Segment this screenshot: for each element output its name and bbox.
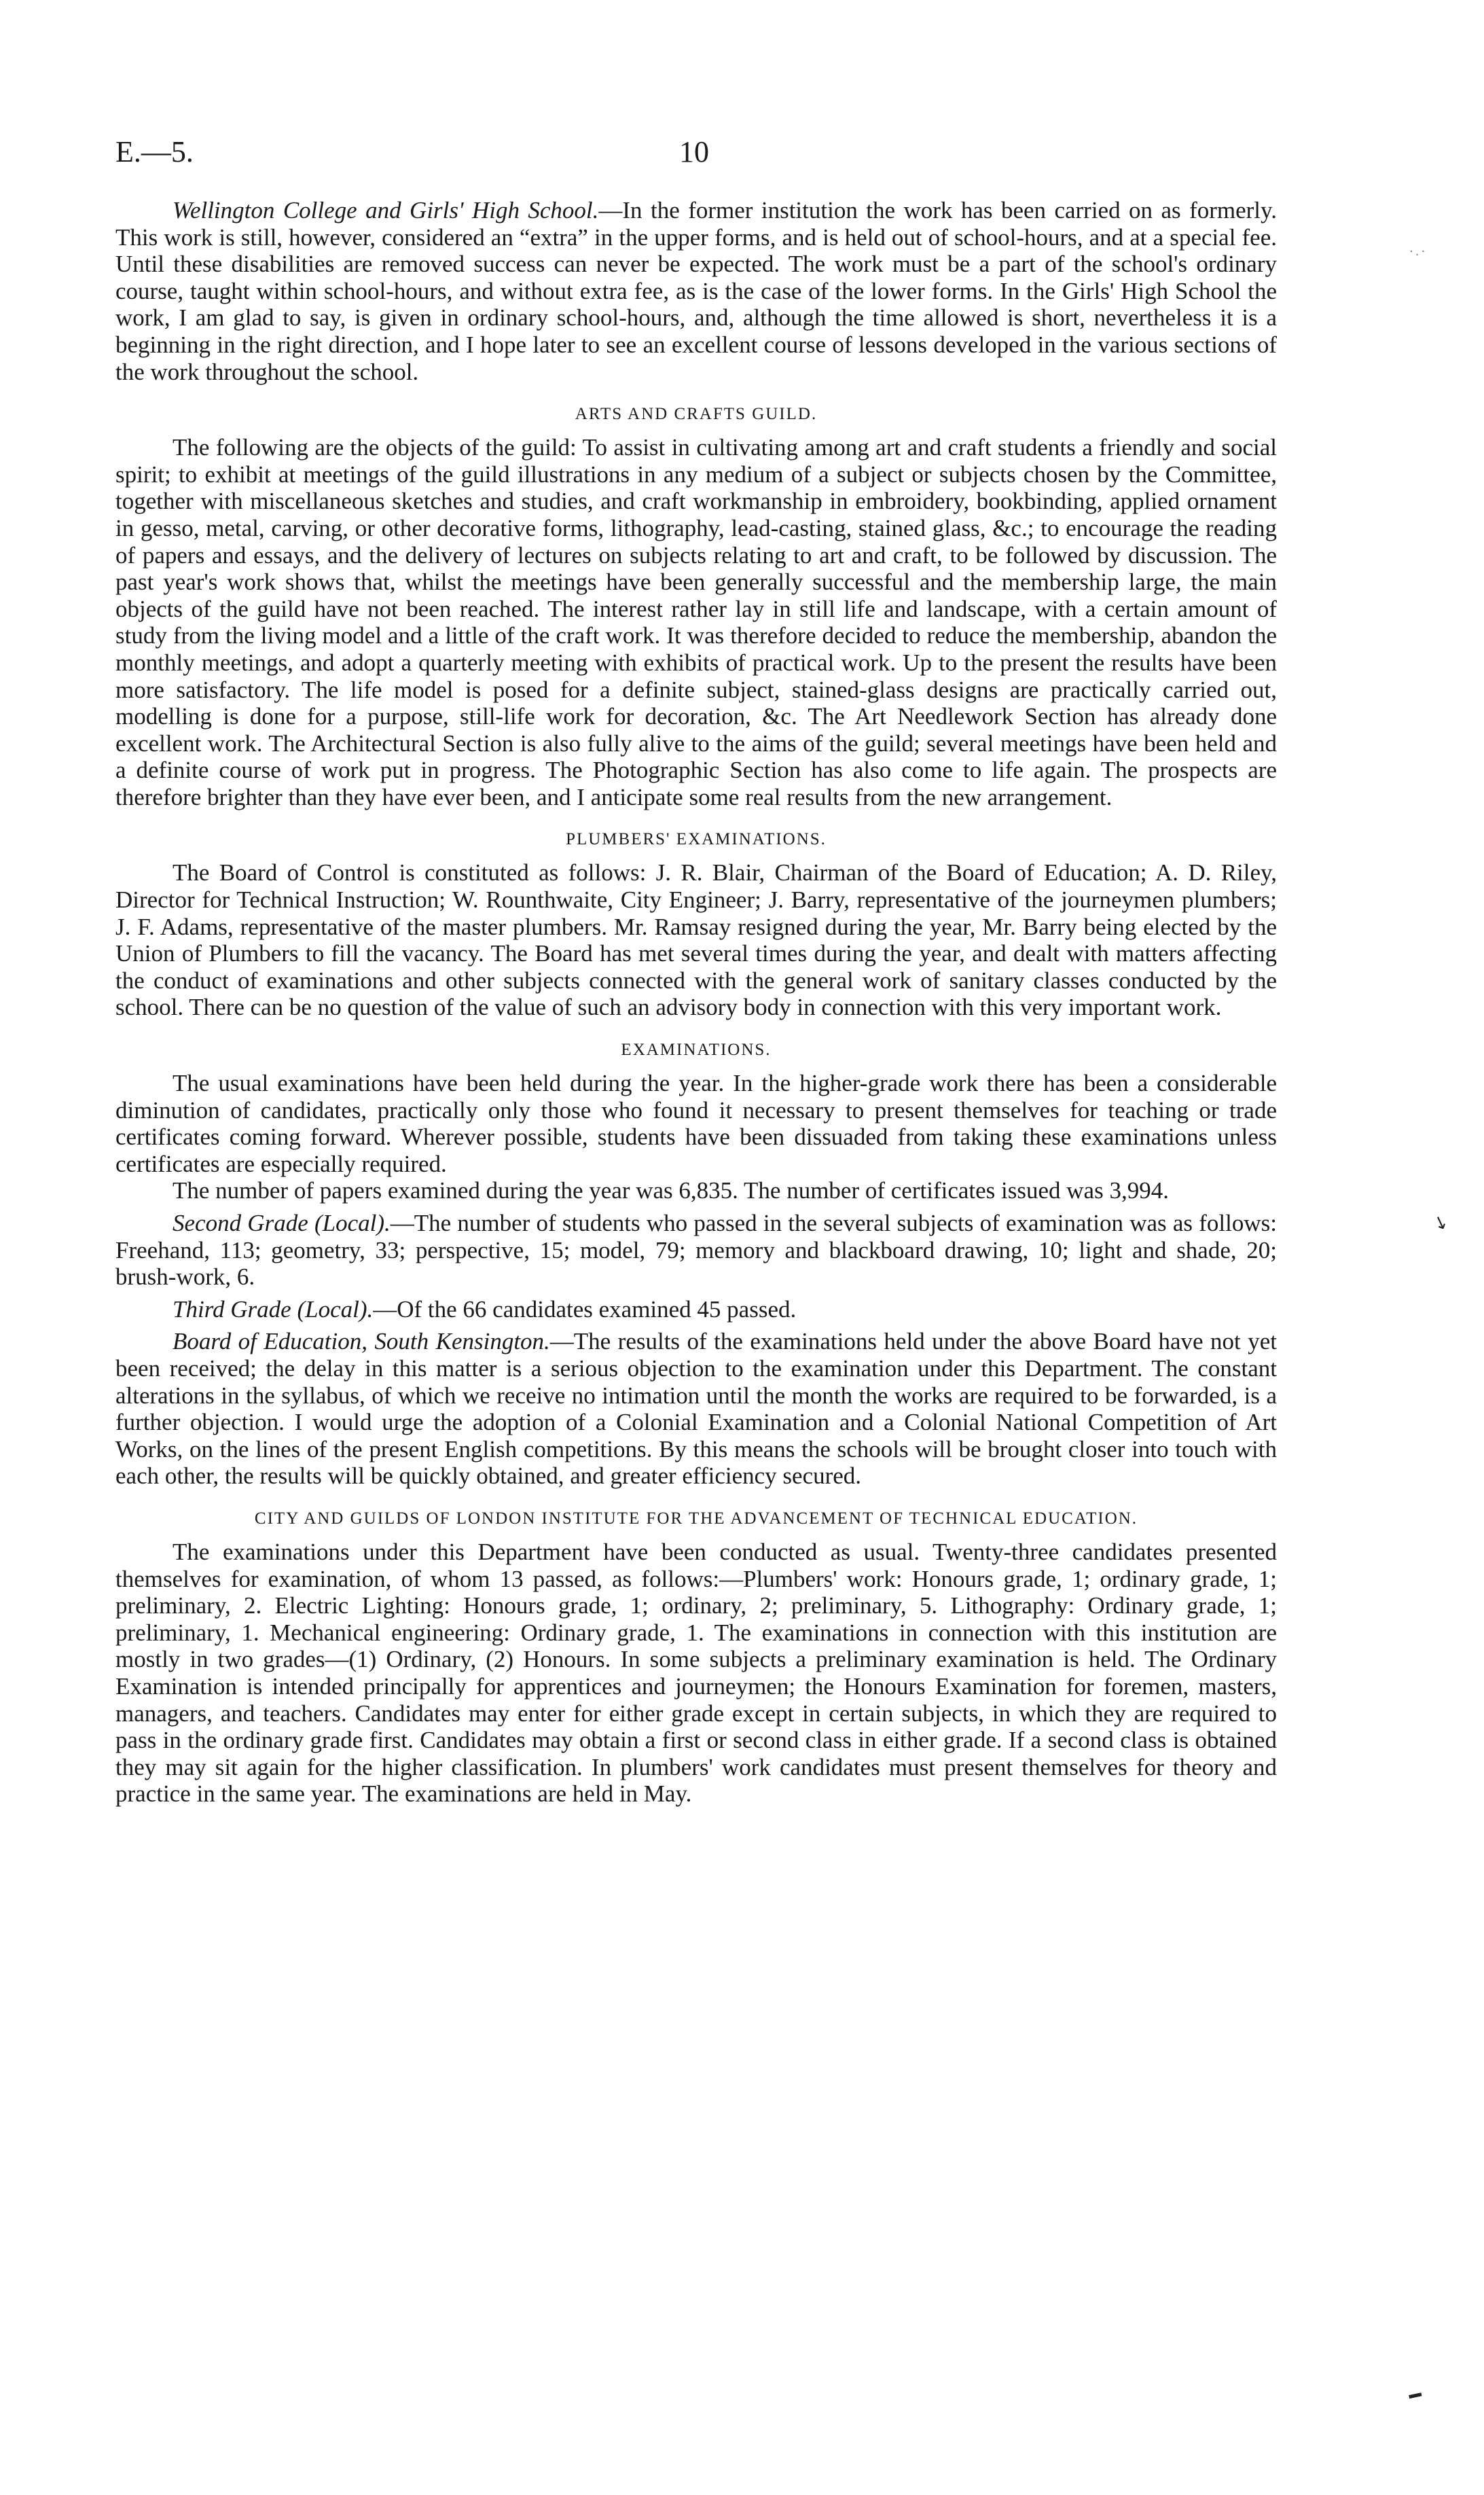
board-of-education-paragraph — [115, 1328, 1277, 1490]
document-reference: E.—5. — [115, 135, 194, 168]
city-guilds-heading: CITY AND GUILDS OF LONDON INSTITUTE FOR THE ADVANCEMENT OF TECHNICAL EDUCATION. — [254, 1509, 1138, 1528]
plumbers-heading: PLUMBERS' EXAMINATIONS. — [566, 830, 827, 849]
board-of-education-text: —The results of the examinations held under the above Board have not yet been received; the delay in this matter is a serious objection to the examination under this Department. The constant alterations in the syllabus, of which we receive no intimation until the month the works are required to be forwarded, is a further objection. I would urge the adoption of a Colonial Examination and a Colonial National Competition of Art Works, on the lines of the present English competitions. By this means the schools will be brought closer into touch with each other, the results will be quickly obtained, and greater efficiency secured. — [115, 1328, 1277, 1490]
second-grade-lead: Second Grade (Local). — [173, 1210, 391, 1236]
wellington-paragraph — [115, 197, 1277, 385]
arts-crafts-paragraph: The following are the objects of the guild: To assist in cultivating among art and craft students a friendly and social spirit; to exhibit at meetings of the guild illustrations in any medium of a subject or subjects chosen by the Committee, together with miscellaneous sketches and studies, and craft workmanship in embroidery, bookbinding, applied ornament in gesso, metal, carving, or other decorative forms, lithography, lead-casting, stained glass, &c.; to encourage the reading of papers and essays, and the delivery of lectures on subjects relating to art and craft, to be followed by discussion. The past year's work shows that, whilst the meetings have been generally successful and the membership large, the main objects of the guild have not been reached. The interest rather lay in still life and landscape, with a certain amount of study from the living model and a little of the craft work. It was therefore decided to reduce the membership, abandon the monthly meetings, and adopt a quarterly meeting with exhibits of practical work. Up to the present the results have been more satisfactory. The life model is posed for a definite subject, stained-glass designs are practically carried out, modelling is done for a purpose, still-life work for decoration, &c. The Art Needlework Section has already done excellent work. The Architectural Section is also fully alive to the aims of the guild; several meetings have been held and a definite course of work put in progress. The Photographic Section has also come to life again. The prospects are therefore brighter than they have ever been, and I anticipate some real results from the new arrangement. — [115, 434, 1277, 810]
examinations-heading: EXAMINATIONS. — [621, 1041, 772, 1060]
examinations-paragraph-1: The usual examinations have been held during the year. In the higher-grade work there has been a considerable diminution of candidates, practically only those who found it necessary to present themselves for teaching or trade certificates coming forward. Wherever possible, students have been dissuaded from taking these examinations unless certificates are especially required. — [115, 1070, 1277, 1177]
arts-crafts-heading: ARTS AND CRAFTS GUILD. — [575, 405, 818, 424]
scan-tick-mark: ↘ — [1430, 1210, 1451, 1235]
page-body — [115, 197, 1277, 1808]
third-grade-lead: Third Grade (Local). — [173, 1295, 374, 1323]
second-grade-text: —The number of students who passed in the several subjects of examination was as follows: Freehand, 113; geometry, 33; perspective, 15; model, 79; memory and blackboard drawing, 10; light and shade, 20; brush-work, 6. — [115, 1210, 1277, 1291]
plumbers-paragraph: The Board of Control is constituted as follows: J. R. Blair, Chairman of the Board of Education; A. D. Riley, Director for Technical Instruction; W. Rounthwaite, City Engineer; J. Barry, representative of the journeymen plumbers; J. F. Adams, representative of the master plumbers. Mr. Ramsay resigned during the year, Mr. Barry being elected by the Union of Plumbers to fill the vacancy. The Board has met several times during the year, and dealt with matters affecting the conduct of examinations and other subjects connected with the general work of sanitary classes conducted by the school. There can be no question of the value of such an advisory body in connection with this very important work. — [115, 859, 1277, 1021]
scan-dash-mark: ━ — [1407, 2383, 1424, 2409]
scan-speck-mark: ·.· — [1409, 245, 1428, 259]
third-grade-paragraph — [115, 1296, 1277, 1323]
city-guilds-paragraph: The examinations under this Department have been conducted as usual. Twenty-three candidates presented themselves for examination, of whom 13 passed, as follows:—Plumbers' work: Honours grade, 1; ordinary grade, 1; preliminary, 2. Electric Lighting: Honours grade, 1; ordinary, 2; preliminary, 5. Lithography: Ordinary grade, 1; preliminary, 1. Mechanical engineering: Ordinary grade, 1. The examinations in connection with this institution are mostly in two grades—(1) Ordinary, (2) Honours. In some subjects a preliminary examination is held. The Ordinary Examination is intended principally for apprentices and journeymen; the Honours Examination for foremen, masters, managers, and teachers. Candidates may enter for either grade except in certain subjects, in which they are required to pass in the ordinary grade first. Candidates may obtain a first or second class in either grade. If a second class is obtained they may sit again for the higher classification. In plumbers' work candidates must present themselves for theory and practice in the same year. The examinations are held in May. — [115, 1538, 1277, 1808]
examinations-paragraph-2: The number of papers examined during the year was 6,835. The number of certificates issued was 3,994. — [173, 1177, 1169, 1204]
third-grade-text: —Of the 66 candidates examined 45 passed. — [373, 1295, 797, 1323]
wellington-text: —In the former institution the work has been carried on as formerly. This work is still, however, considered an “extra” in the upper forms, and is held out of school-hours, and at a special fee. Until these disabilities are removed success can never be expected. The work must be a part of the school's ordinary course, taught within school-hours, and without extra fee, as is the case of the lower forms. In the Girls' High School the work, I am glad to say, is given in ordinary school-hours, and, although the time allowed is short, nevertheless it is a beginning in the right direction, and I hope later to see an excellent course of lessons developed in the various sections of the work throughout the school. — [115, 197, 1277, 385]
board-of-education-lead: Board of Education, South Kensington. — [173, 1328, 550, 1355]
wellington-lead: Wellington College and Girls' High School. — [173, 197, 599, 223]
page-number: 10 — [679, 135, 709, 168]
second-grade-paragraph — [115, 1210, 1277, 1291]
